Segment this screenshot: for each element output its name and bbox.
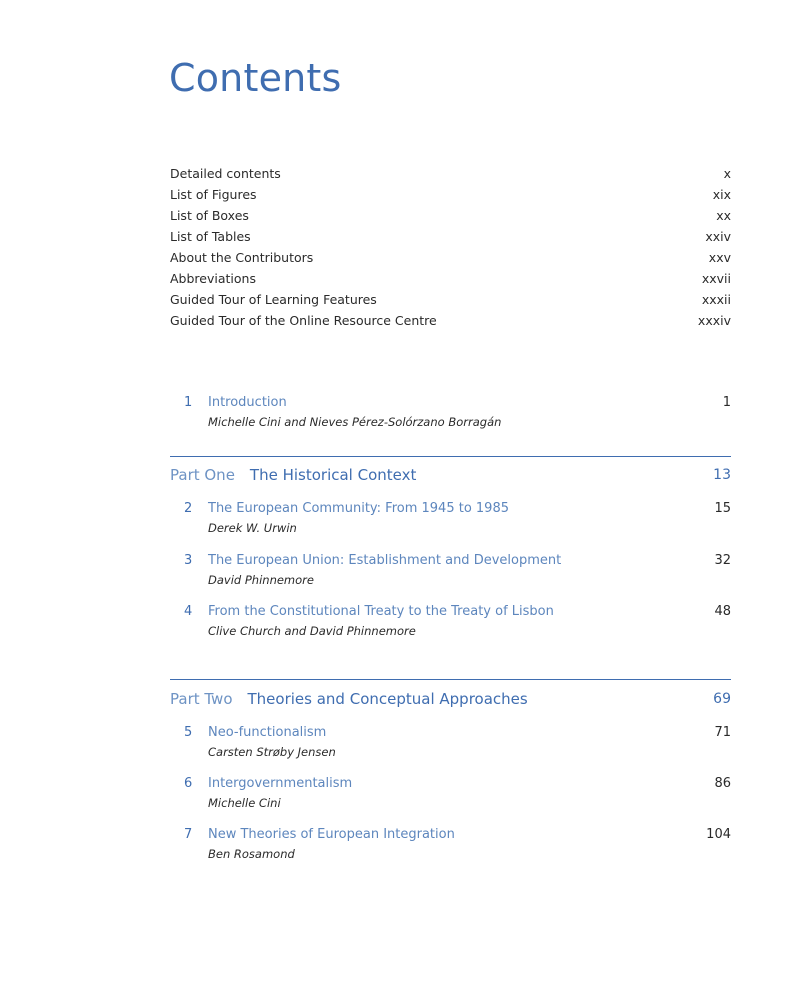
chapter-title: Introduction [208, 395, 287, 410]
chapter-number: 2 [184, 501, 193, 516]
page-title: Contents [169, 56, 342, 100]
chapter-entry[interactable] [170, 393, 731, 431]
chapter-title: New Theories of European Integration [208, 827, 455, 842]
front-matter-page: x [723, 166, 731, 181]
front-matter-label: Guided Tour of the Online Resource Centre [170, 313, 437, 328]
front-matter-item[interactable] [170, 247, 731, 268]
chapter-author: Michelle Cini [208, 796, 281, 810]
chapter-page: 71 [714, 725, 731, 740]
front-matter-item[interactable] [170, 310, 731, 331]
chapter-page: 48 [714, 604, 731, 619]
front-matter-label: List of Boxes [170, 208, 249, 223]
front-matter-page: xxiv [705, 229, 731, 244]
front-matter-list [170, 163, 731, 331]
part-divider [170, 456, 731, 457]
front-matter-page: xxv [708, 250, 731, 265]
front-matter-page: xxvii [701, 271, 731, 286]
part-heading[interactable] [170, 687, 731, 711]
part-title: The Historical Context [249, 466, 417, 484]
front-matter-item[interactable] [170, 289, 731, 310]
part-heading[interactable] [170, 463, 731, 487]
front-matter-page: xxxii [701, 292, 731, 307]
front-matter-item[interactable] [170, 184, 731, 205]
chapter-author: Michelle Cini and Nieves Pérez-Solórzano Borragán [208, 415, 502, 429]
chapter-entry[interactable] [170, 499, 731, 537]
chapter-page: 15 [714, 501, 731, 516]
part-page: 69 [713, 691, 731, 707]
front-matter-label: About the Contributors [170, 250, 314, 265]
chapter-number: 6 [184, 776, 193, 791]
chapter-title: The European Union: Establishment and Development [208, 553, 562, 568]
chapter-number: 7 [184, 827, 193, 842]
chapter-entry[interactable] [170, 551, 731, 589]
front-matter-page: xix [712, 187, 731, 202]
chapter-entry[interactable] [170, 602, 731, 640]
chapter-title: From the Constitutional Treaty to the Treaty of Lisbon [208, 604, 554, 619]
front-matter-page: xxxiv [697, 313, 731, 328]
chapter-author: Ben Rosamond [208, 847, 295, 861]
chapter-number: 3 [184, 553, 193, 568]
part-divider [170, 679, 731, 680]
chapter-entry[interactable] [170, 825, 731, 863]
front-matter-label: Detailed contents [170, 166, 281, 181]
chapter-page: 86 [714, 776, 731, 791]
part-title: Theories and Conceptual Approaches [247, 690, 528, 708]
chapter-number: 5 [184, 725, 193, 740]
chapter-author: Clive Church and David Phinnemore [208, 624, 416, 638]
chapter-number: 4 [184, 604, 193, 619]
front-matter-item[interactable] [170, 163, 731, 184]
front-matter-item[interactable] [170, 268, 731, 289]
chapter-number: 1 [184, 395, 193, 410]
chapter-author: Carsten Strøby Jensen [208, 745, 336, 759]
part-label: Part Two [170, 690, 233, 708]
chapter-author: David Phinnemore [208, 573, 314, 587]
front-matter-item[interactable] [170, 205, 731, 226]
chapter-page: 32 [714, 553, 731, 568]
front-matter-item[interactable] [170, 226, 731, 247]
part-label: Part One [170, 466, 235, 484]
front-matter-label: Abbreviations [170, 271, 256, 286]
part-page: 13 [713, 467, 731, 483]
front-matter-page: xx [716, 208, 731, 223]
front-matter-label: Guided Tour of Learning Features [170, 292, 377, 307]
chapter-entry[interactable] [170, 723, 731, 761]
chapter-title: Neo-functionalism [208, 725, 327, 740]
chapter-page: 1 [722, 395, 731, 410]
chapter-title: The European Community: From 1945 to 1985 [208, 501, 509, 516]
chapter-author: Derek W. Urwin [208, 521, 297, 535]
front-matter-label: List of Figures [170, 187, 257, 202]
chapter-entry[interactable] [170, 774, 731, 812]
front-matter-label: List of Tables [170, 229, 251, 244]
chapter-title: Intergovernmentalism [208, 776, 353, 791]
chapter-page: 104 [706, 827, 731, 842]
